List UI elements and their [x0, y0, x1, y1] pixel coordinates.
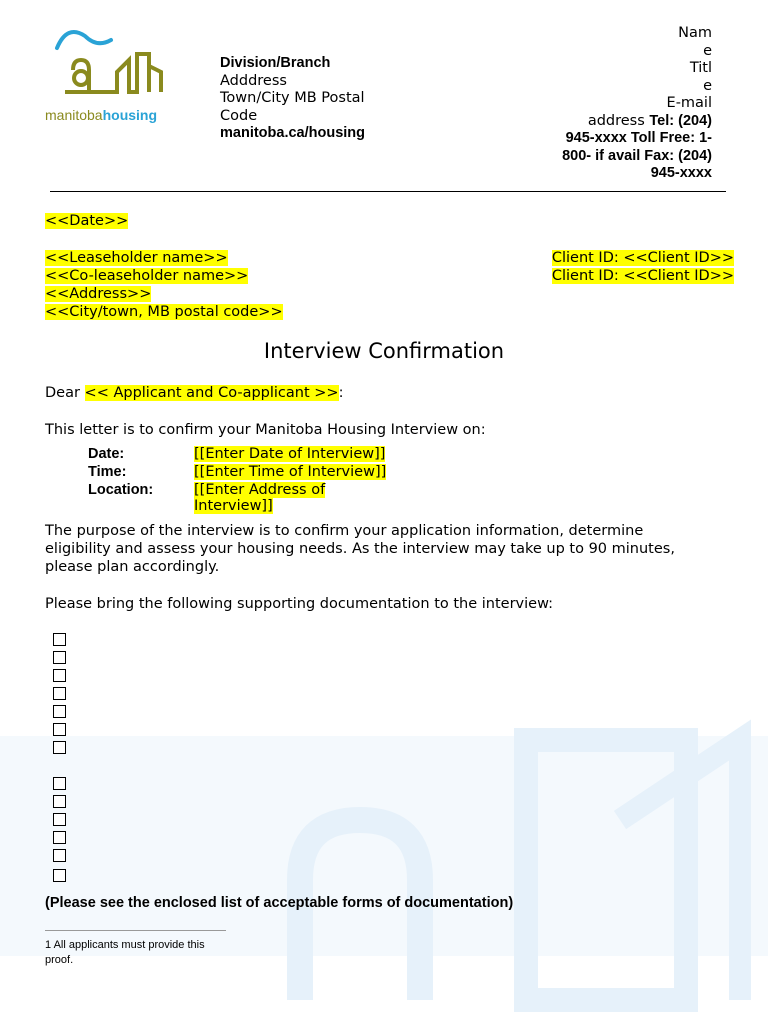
document-checkbox[interactable] [53, 813, 66, 826]
contact-email: E-mail [666, 95, 712, 111]
contact-tel-3: 800- if avail Fax: (204) [562, 147, 712, 164]
letter-title: Interview Confirmation [263, 339, 505, 363]
purpose-line-2: eligibility and assess your housing needs. As the interview may take up to 90 minutes, [45, 541, 675, 557]
logo-wordmark: manitobahousing [45, 107, 158, 123]
header-divider [50, 191, 726, 192]
contact-name-2: e [703, 42, 712, 59]
document-checkbox[interactable] [53, 669, 66, 682]
time-value: [[Enter Time of Interview]] [194, 464, 387, 480]
document-checkbox[interactable] [53, 723, 66, 736]
client-id-1: Client ID: <<Client ID>> [551, 250, 734, 266]
contact-title-1: Titl [689, 60, 712, 76]
division-code: Code [220, 107, 258, 124]
manitoba-housing-logo [45, 26, 170, 102]
document-checkbox[interactable] [53, 795, 66, 808]
document-checkbox[interactable] [53, 831, 66, 844]
date-label: Date: [88, 446, 125, 462]
contact-title-2: e [703, 77, 712, 94]
document-checkbox[interactable] [53, 705, 66, 718]
watermark-logo [0, 700, 768, 1024]
date-value: [[Enter Date of Interview]] [194, 446, 386, 462]
document-checkbox[interactable] [53, 849, 66, 862]
client-id-2: Client ID: <<Client ID>> [551, 268, 734, 284]
contact-block [532, 25, 712, 183]
purpose-line-1: The purpose of the interview is to confirm your application information, determine [45, 523, 644, 539]
footnote: 1 All applicants must provide this proof. [45, 939, 205, 966]
document-checkbox[interactable] [53, 741, 66, 754]
time-label: Time: [88, 464, 127, 480]
document-checkbox[interactable] [53, 777, 66, 790]
location-label: Location: [88, 482, 154, 498]
letter-date: <<Date>> [45, 213, 129, 229]
co-leaseholder-name: <<Co-leaseholder name>> [45, 268, 249, 284]
document-checkbox[interactable] [53, 687, 66, 700]
document-checkbox[interactable] [53, 633, 66, 646]
recipient-city: <<City/town, MB postal code>> [45, 304, 283, 320]
contact-tel-4: 945-xxxx [650, 165, 712, 181]
contact-tel-1: address Tel: (204) [587, 112, 712, 129]
division-town: Town/City MB Postal [220, 90, 365, 106]
location-value-2: Interview]] [194, 498, 273, 514]
division-name: Division/Branch [220, 55, 331, 71]
division-block [220, 55, 365, 143]
footnote-divider [45, 930, 226, 931]
division-address: Adddress [220, 72, 287, 89]
document-checkbox[interactable] [53, 869, 66, 882]
recipient-address: <<Address>> [45, 286, 152, 302]
contact-name-1: Nam [678, 25, 712, 41]
purpose-line-3: please plan accordingly. [45, 559, 220, 575]
location-value-1: [[Enter Address of [194, 482, 326, 498]
intro-text: This letter is to confirm your Manitoba Housing Interview on: [45, 422, 486, 438]
contact-tel-2: 945-xxxx Toll Free: 1- [565, 130, 712, 146]
leaseholder-name: <<Leaseholder name>> [45, 250, 228, 266]
document-checkbox[interactable] [53, 651, 66, 664]
salutation: Dear << Applicant and Co-applicant >>: [45, 385, 344, 401]
enclosed-note: (Please see the enclosed list of acceptable forms of documentation) [45, 895, 514, 911]
bring-text: Please bring the following supporting documentation to the interview: [45, 596, 554, 612]
division-website: manitoba.ca/housing [220, 125, 366, 141]
